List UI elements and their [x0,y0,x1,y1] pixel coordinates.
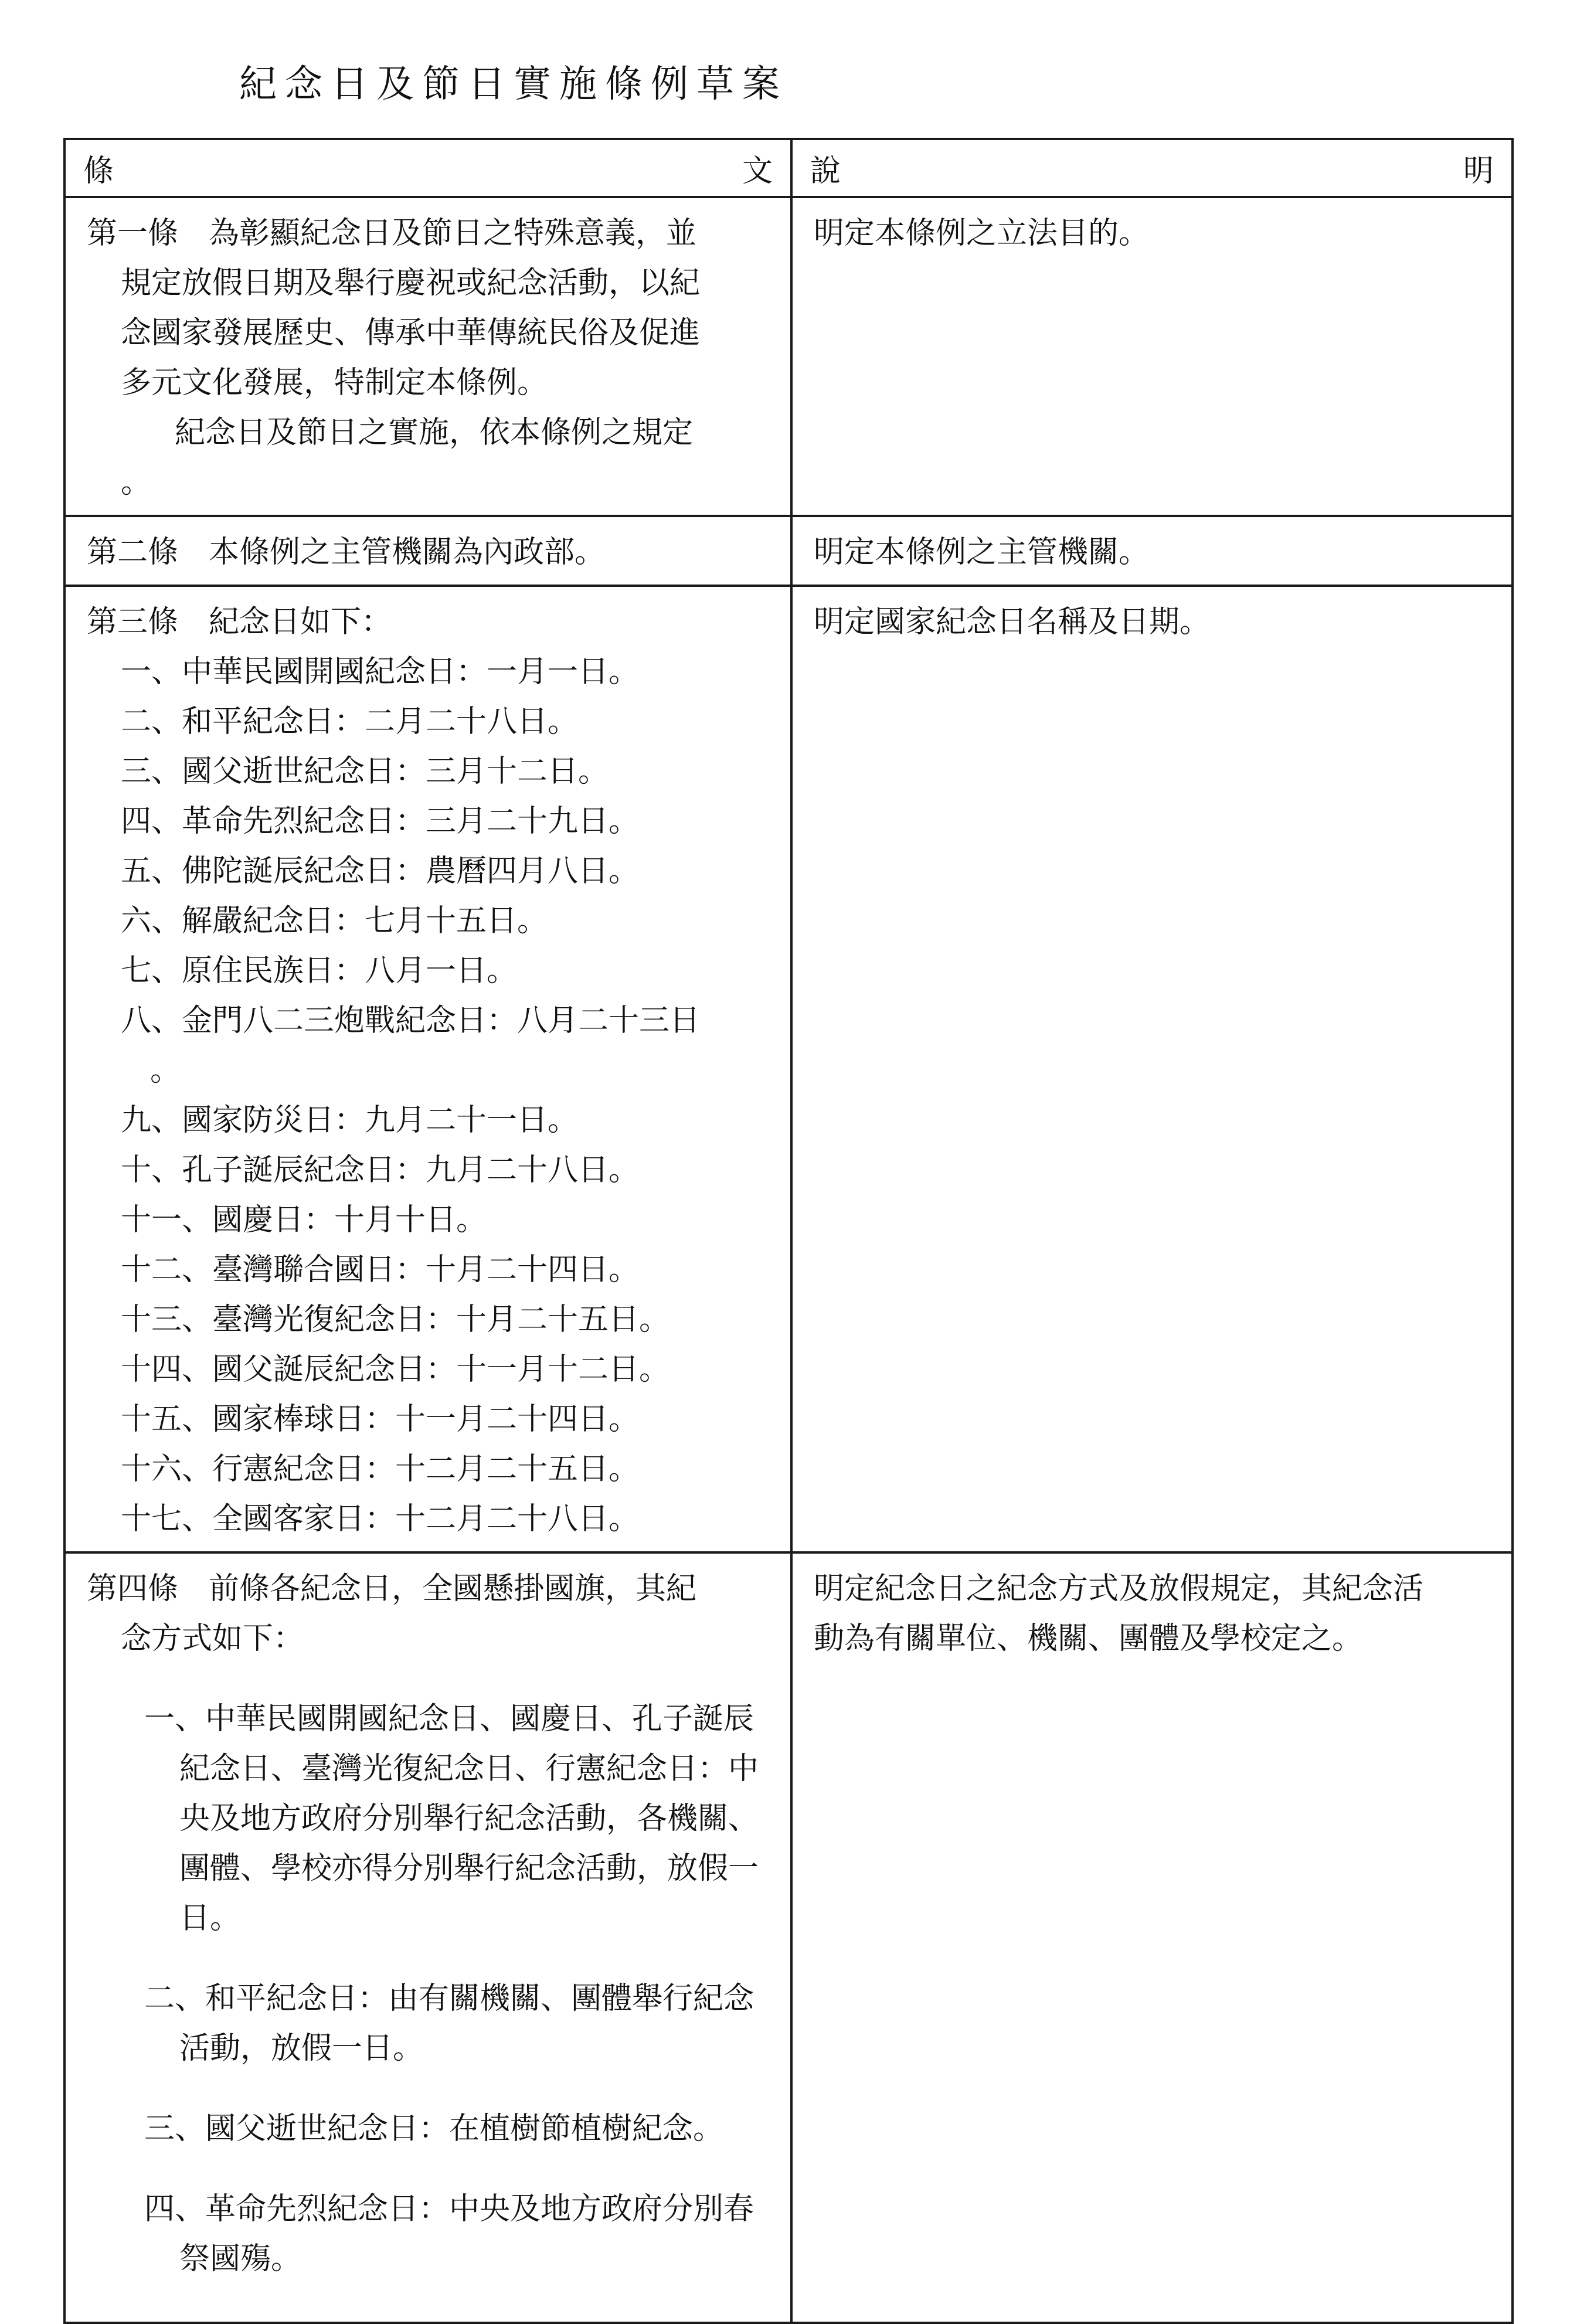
header-articles: 條 文 [64,139,791,197]
article-4-row [64,1552,1513,2323]
article-3-text: 第三條 紀念日如下： 一、中華民國開國紀念日：一月一日。 二、和平紀念日：二月二十八日。 三、國父逝世紀念日：三月十二日。 四、革命先烈紀念日：三月二十九日。 五、佛陀誕辰紀念日：農曆四月八日。 六、解嚴紀念日：七月十五日。 七、原住民族日：八月一日。 八、金門八二三炮戰紀念日：八月二十三日 。 九、國家防災日：九月二十一日。 十、孔子誕辰紀念日：九月二十八日。 十一、國慶日：十月十日。 十二、臺灣聯合國日：十月二十四日。 十三、臺灣光復紀念日：十月二十五日。 十四、國父誕辰紀念日：十一月十二日。 十五、國家棒球日：十一月二十四日。 十六、行憲紀念日：十二月二十五日。 十七、全國客家日：十二月二十八日。 [64,586,791,1552]
list-item: 二、和平紀念日：二月二十八日。 [121,704,579,739]
article-2-text: 第二條 本條例之主管機關為內政部。 [64,516,791,586]
article-1-note: 明定本條例之立法目的。 [791,197,1513,516]
article-4-note: 明定紀念日之紀念方式及放假規定，其紀念活 動為有關單位、機關、團體及學校定之。 [791,1552,1513,2323]
article-3-note: 明定國家紀念日名稱及日期。 [791,586,1513,1552]
list-item: 十三、臺灣光復紀念日：十月二十五日。 [121,1302,670,1337]
list-item: 十二、臺灣聯合國日：十月二十四日。 [121,1252,640,1287]
list-item: 八、金門八二三炮戰紀念日：八月二十三日 [121,1003,701,1038]
list-item: 四、革命先烈紀念日：三月二十九日。 [121,804,640,839]
list-item: 二、和平紀念日：由有關機關、團體舉行紀念活動，放假一日。 [144,1981,754,2066]
article-2-row [64,516,1513,586]
header-row [64,139,1513,197]
list-item: 十七、全國客家日：十二月二十八日。 [121,1501,640,1537]
list-item: 三、國父逝世紀念日：在植樹節植樹紀念。 [144,2111,724,2146]
list-item: 四、革命先烈紀念日：中央及地方政府分別春祭國殤。 [144,2192,754,2277]
article-2-note: 明定本條例之主管機關。 [791,516,1513,586]
document-title: 紀念日及節日實施條例草案 [239,63,788,106]
list-item: 一、中華民國開國紀念日：一月一日。 [121,654,640,689]
header-explanation: 說 明 [791,139,1513,197]
article-4-text: 第四條 前條各紀念日，全國懸掛國旗，其紀 念方式如下： 一、中華民國開國紀念日、國慶日、孔子誕辰紀念日、臺灣光復紀念日、行憲紀念日：中央及地方政府分別舉行紀念活動，各機關、團體、學校亦得分別舉行紀念活動，放假一日。 二、和平紀念日：由有關機關、團體舉行紀念活動，放假一日。 三、國父逝世紀念日：在植樹節植樹紀念。 四、革命先烈紀念日：中央及地方政府分別春祭國殤。 [64,1552,791,2323]
bill-table [63,138,1514,2324]
list-item: 十一、國慶日：十月十日。 [121,1202,487,1238]
list-item: 三、國父逝世紀念日：三月十二日。 [121,754,609,789]
article-3-row [64,586,1513,1552]
list-item: 。 [150,1053,181,1088]
list-item: 十四、國父誕辰紀念日：十一月十二日。 [121,1352,670,1387]
list-item: 十五、國家棒球日：十一月二十四日。 [121,1402,640,1437]
list-item: 一、中華民國開國紀念日、國慶日、孔子誕辰紀念日、臺灣光復紀念日、行憲紀念日：中央及地方政府分別舉行紀念活動，各機關、團體、學校亦得分別舉行紀念活動，放假一日。 [144,1701,759,1936]
list-item: 五、佛陀誕辰紀念日：農曆四月八日。 [121,854,640,889]
list-item: 十六、行憲紀念日：十二月二十五日。 [121,1452,640,1487]
list-item: 七、原住民族日：八月一日。 [121,953,518,988]
article-1-text: 第一條 為彰顯紀念日及節日之特殊意義，並 規定放假日期及舉行慶祝或紀念活動，以紀 念國家發展歷史、傳承中華傳統民俗及促進 多元文化發展，特制定本條例。 紀念日及節日之實施，依本條例之規定 。 [64,197,791,516]
list-item: 十、孔子誕辰紀念日：九月二十八日。 [121,1153,640,1188]
list-item: 六、解嚴紀念日：七月十五日。 [121,903,548,939]
article-1-row [64,197,1513,516]
list-item: 九、國家防災日：九月二十一日。 [121,1103,579,1138]
